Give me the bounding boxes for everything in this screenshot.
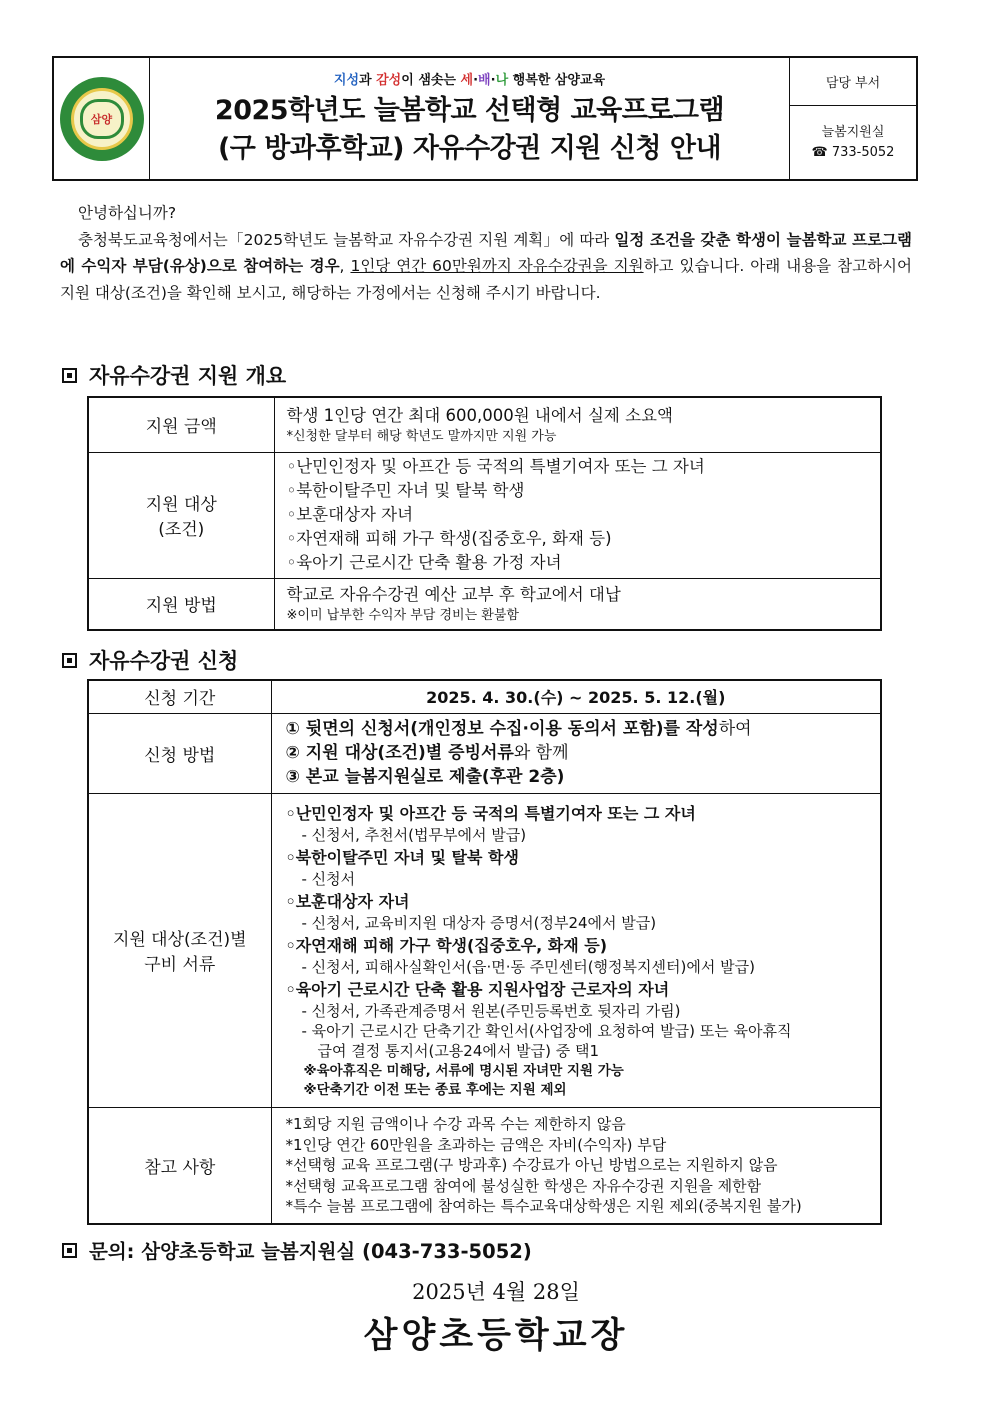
application-table (87, 679, 882, 1225)
docs-continuation: 급여 결정 통지서(고용24에서 발급) 중 택1 (317, 1041, 600, 1060)
doc-item: - 신청서, 교육비지원 대상자 증명서(정부24에서 발급) (301, 913, 657, 932)
title-cell (150, 58, 790, 179)
table-row (88, 680, 881, 713)
target-item: ◦자연재해 피해 가구 학생(집중호우, 화재 등) (286, 529, 612, 548)
ref-item: *선택형 교육프로그램 참여에 불성실한 학생은 자유수강권 지원을 제한함 (285, 1176, 762, 1195)
doc-item: - 육아기 근로시간 단축기간 확인서(사업장에 요청하여 발급) 또는 육아휴직 (301, 1021, 792, 1040)
doc-item: - 신청서, 가족관계증명서 원본(주민등록번호 뒷자리 가림) (301, 1001, 681, 1020)
title-line-1: 2025학년도 늘봄학교 선택형 교육프로그램 (214, 95, 725, 126)
ref-label: 참고 사항 (88, 1107, 271, 1224)
apply-step-rest: 와 함께 (513, 743, 569, 763)
period-label: 신청 기간 (88, 680, 271, 713)
document-date: 2025년 4월 28일 (412, 1280, 580, 1304)
section-2-heading: 자유수강권 신청 (62, 645, 238, 675)
ref-item: *1인당 연간 60만원을 초과하는 금액은 자비(수익자) 부담 (285, 1135, 667, 1154)
docs-label: 지원 대상(조건)별 구비 서류 (88, 793, 271, 1107)
amount-label: 지원 금액 (88, 397, 274, 452)
doc-title: ◦자연재해 피해 가구 학생(집중호우, 화재 등) (285, 935, 608, 955)
target-list (274, 452, 881, 578)
table-row (88, 578, 881, 630)
dept-name: 늘봄지원실 (821, 124, 885, 140)
table-row (88, 793, 881, 1107)
docs-list (271, 793, 881, 1107)
school-logo (60, 77, 144, 161)
slogan (334, 69, 605, 88)
greeting: 안녕하십니까? (78, 204, 177, 222)
doc-title: ◦북한이탈주민 자녀 및 탈북 학생 (285, 847, 519, 867)
square-bullet-icon (62, 653, 77, 668)
dept-info (790, 106, 916, 179)
apply-step-bold: ③ 본교 늘봄지원실로 제출(후관 2층) (285, 767, 565, 787)
ref-item: *선택형 교육 프로그램(구 방과후) 수강료가 아닌 방법으로는 지원하지 않음 (285, 1156, 778, 1174)
method-note: ※이미 납부한 수익자 부담 경비는 환불함 (286, 607, 519, 623)
signer: 삼양초등학교장 (363, 1316, 629, 1356)
apply-step-rest: 하여 (718, 719, 752, 739)
slogan-part: 감성 (376, 73, 402, 88)
doc-title: ◦육아기 근로시간 단축 활용 지원사업장 근로자의 자녀 (285, 979, 670, 999)
table-row (88, 1107, 881, 1224)
slogan-part: · (473, 73, 479, 88)
table-row (88, 713, 881, 793)
method-main: 학교로 자유수강권 예산 교부 후 학교에서 대납 (286, 584, 621, 604)
apply-label: 신청 방법 (88, 713, 271, 793)
slogan-part: 과 (359, 73, 377, 88)
doc-item: - 신청서, 피해사실확인서(읍·면·동 주민센터(행정복지센터)에서 발급) (301, 957, 755, 976)
amount-note: *신청한 달부터 해당 학년도 말까지만 지원 가능 (286, 428, 557, 444)
contact-line: 문의: 삼양초등학교 늘봄지원실 (043-733-5052) (62, 1236, 532, 1264)
period-value: 2025. 4. 30.(수) ~ 2025. 5. 12.(월) (271, 680, 881, 713)
docs-star-note-2: ※단축기간 이전 또는 종료 후에는 지원 제외 (303, 1081, 567, 1098)
amount-main: 학생 1인당 연간 최대 600,000원 내에서 실제 소요액 (286, 405, 673, 425)
slogan-part: 나 (495, 73, 509, 88)
slogan-part: 세 (460, 73, 474, 88)
logo-name: 삼양 (90, 112, 113, 126)
table-row (88, 452, 881, 578)
table-row (88, 397, 881, 452)
apply-step (286, 717, 867, 741)
docs-star-note-1: ※육아휴직은 미해당, 서류에 명시된 자녀만 지원 가능 (303, 1062, 624, 1079)
slogan-part: 배 (478, 73, 491, 88)
ref-item: *1회당 지원 금액이나 수강 과목 수는 제한하지 않음 (285, 1115, 626, 1133)
target-item: ◦난민인정자 및 아프간 등 국적의 특별기여자 또는 그 자녀 (286, 457, 705, 476)
square-bullet-icon (62, 1243, 77, 1258)
target-label: 지원 대상 (조건) (88, 452, 274, 578)
apply-step-bold: ① 뒷면의 신청서(개인정보 수집·이용 동의서 포함)를 작성 (285, 719, 719, 739)
slogan-part: · (490, 73, 496, 88)
ref-item: *특수 늘봄 프로그램에 참여하는 특수교육대상학생은 지원 제외(중복지원 불가) (285, 1197, 802, 1215)
document-header (52, 56, 918, 181)
slogan-part: 이 샘솟는 (401, 73, 461, 88)
slogan-part: 행복한 삼양교육 (508, 73, 606, 88)
intro (60, 200, 912, 306)
ref-list (271, 1107, 881, 1224)
overview-table (87, 396, 882, 631)
doc-title: ◦보훈대상자 자녀 (285, 891, 410, 911)
slogan-part: 지성 (333, 73, 360, 88)
dept-label: 담당 부서 (790, 58, 916, 106)
section-1-heading: 자유수강권 지원 개요 (62, 360, 286, 390)
target-item: ◦육아기 근로시간 단축 활용 가정 자녀 (286, 553, 562, 572)
dept-phone: ☎ 733-5052 (811, 144, 895, 160)
method-label: 지원 방법 (88, 578, 274, 630)
apply-step (286, 765, 867, 789)
apply-step (286, 741, 867, 765)
title-line-2: (구 방과후학교) 자유수강권 지원 신청 안내 (217, 133, 722, 164)
doc-item: - 신청서, 추천서(법무부에서 발급) (301, 825, 527, 844)
target-item: ◦북한이탈주민 자녀 및 탈북 학생 (286, 481, 525, 500)
dept-cell (790, 58, 916, 179)
doc-title: ◦난민인정자 및 아프간 등 국적의 특별기여자 또는 그 자녀 (285, 803, 696, 823)
square-bullet-icon (62, 368, 77, 383)
doc-item: - 신청서 (301, 869, 356, 888)
apply-step-bold: ② 지원 대상(조건)별 증빙서류 (285, 743, 514, 763)
target-item: ◦보훈대상자 자녀 (286, 505, 414, 524)
intro-paragraph: 충청북도교육청에서는「2025학년도 늘봄학교 자유수강권 지원 계획」에 따라 일정 조건을 갖춘 학생이 늘봄학교 프로그램에 수익자 부담(유상)으로 참여하는 경우, 1인당 연간 60만원까지 자유수강권을 지원하고 있습니다. 아래 내용을 참고하시어 지원 대상(조건)을 확인해 보시고, 해당하는 가정에서는 신청해 주시기 바랍니다. (60, 230, 912, 302)
logo-cell (54, 58, 150, 179)
apply-steps (271, 713, 881, 793)
